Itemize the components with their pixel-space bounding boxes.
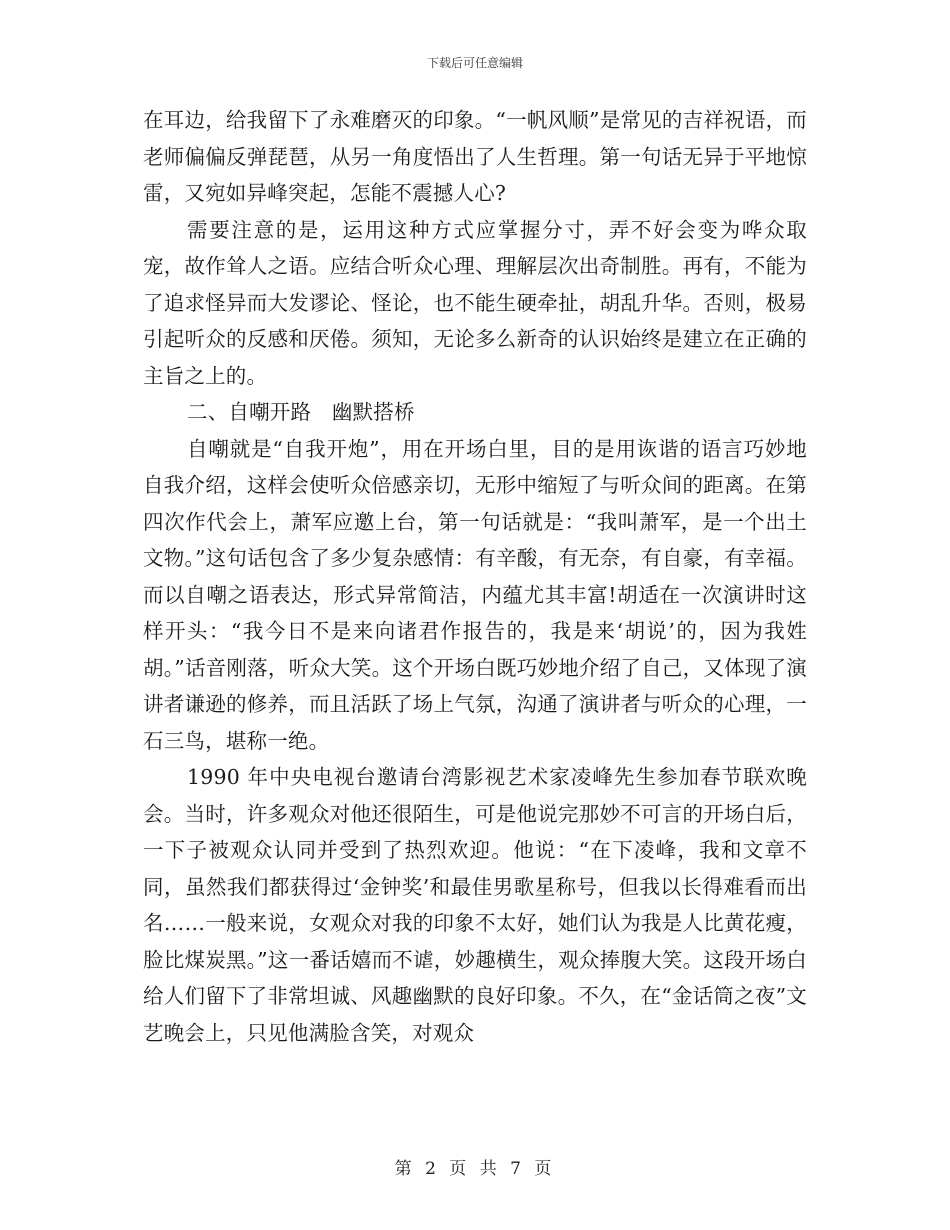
page-header: 下载后可任意编辑 — [426, 56, 523, 70]
document-body — [143, 102, 807, 1051]
paragraph: 自嘲就是“自我开炮”，用在开场白里，目的是用诙谐的语言巧妙地自我介绍，这样会使听众倍感亲切，无形中缩短了与听众间的距离。在第四次作代会上，萧军应邀上台，第一句话就是：“我叫萧军，是一个出土文物。”这句话包含了多少复杂感情：有辛酸，有无奈，有自豪，有幸福。而以自嘲之语表达，形式异常简洁，内蕴尤其丰富!胡适在一次演讲时这样开头：“我今日不是来向诸君作报告的，我是来‘胡说’的，因为我姓胡。”话音刚落，听众大笑。这个开场白既巧妙地介绍了自己，又体现了演讲者谦逊的修养，而且活跃了场上气氛，沟通了演讲者与听众的心理，一石三鸟，堪称一绝。 — [143, 436, 807, 753]
paragraph: 需要注意的是，运用这种方式应掌握分寸，弄不好会变为哗众取宠，故作耸人之语。应结合听众心理、理解层次出奇制胜。再有，不能为了追求怪异而大发谬论、怪论，也不能生硬牵扯，胡乱升华。否则，极易引起听众的反感和厌倦。须知，无论多么新奇的认识始终是建立在正确的主旨之上的。 — [143, 217, 807, 388]
paragraph: 1990 年中央电视台邀请台湾影视艺术家凌峰先生参加春节联欢晚会。当时，许多观众对他还很陌生，可是他说完那妙不可言的开场白后，一下子被观众认同并受到了热烈欢迎。他说：“在下凌峰，我和文章不同，虽然我们都获得过‘金钟奖’和最佳男歌星称号，但我以长得难看而出名……一般来说，女观众对我的印象不太好，她们认为我是人比黄花瘦，脸比煤炭黑。”这一番话嬉而不谑，妙趣横生，观众捧腹大笑。这段开场白给人们留下了非常坦诚、风趣幽默的良好印象。不久，在“金话筒之夜”文艺晚会上，只见他满脸含笑，对观众 — [143, 765, 807, 1045]
paragraph: 在耳边，给我留下了永难磨灭的印象。“一帆风顺”是常见的吉祥祝语，而老师偏偏反弹琵琶，从另一角度悟出了人生哲理。第一句话无异于平地惊雷，又宛如异峰突起，怎能不震撼人心? — [143, 108, 807, 205]
page-footer: 第 2 页 共 7 页 — [394, 1159, 556, 1179]
section-heading: 二、自嘲开路 幽默搭桥 — [187, 400, 415, 424]
